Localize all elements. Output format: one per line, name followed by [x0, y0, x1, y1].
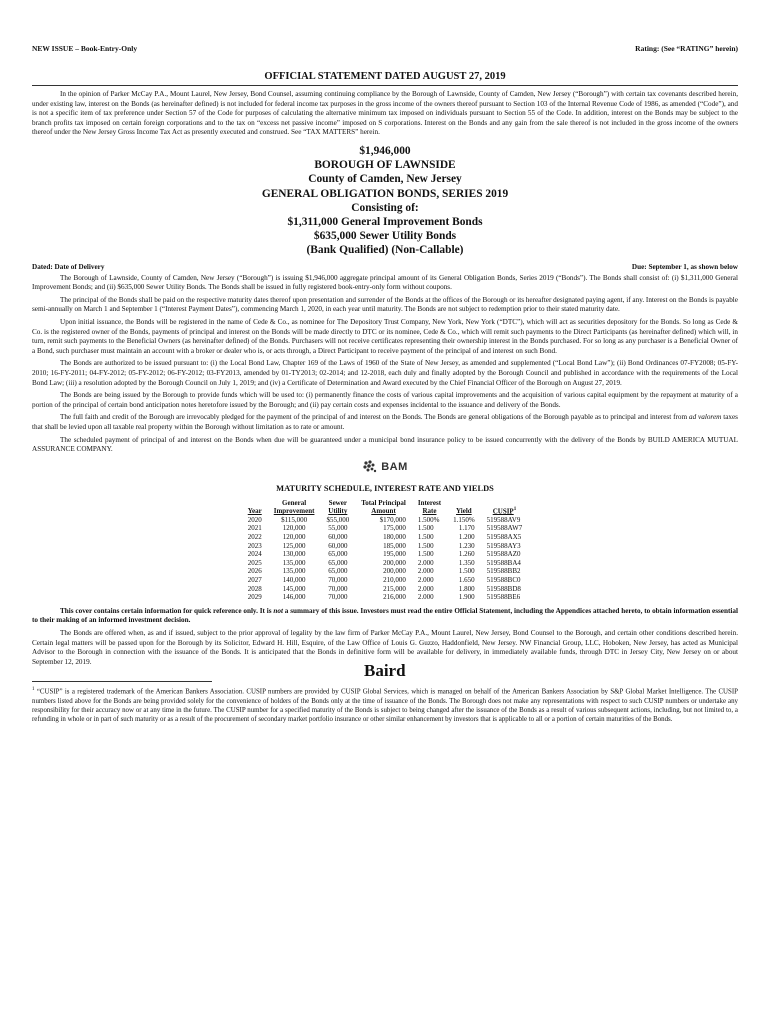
cell-sewer-utility: 65,000 [328, 558, 348, 567]
underwriter-name: Baird [364, 661, 406, 681]
paragraph-insurance: The scheduled payment of principal of and interest on the Bonds when due will be guaranteed under a municipal bond insurance policy to be issued concurrently with the delivery of the Bonds by BUILD AMERICA MUTUAL ASSURANCE COMPANY. [32, 435, 738, 454]
cell-cusip: 519588AX5 [486, 533, 522, 542]
paragraph-payment: The principal of the Bonds shall be paid on the respective maturity dates thereof upon presentation and surrender of the Bonds at the offices of the Borough or its hereafter designated paying agent, if any. Interest on the Bonds is payable semi-annually on March 1 and September 1 (“Interest Payment Dates”), commencing March 1, 2020, in each year until maturity. The Bonds are not subject to redemption prior to their stated maturity date. [32, 295, 738, 314]
cell-interest-rate: 2.000 [417, 567, 434, 576]
cell-sewer-utility: 65,000 [328, 550, 348, 559]
cell-sewer-utility: 55,000 [328, 524, 348, 533]
tax-opinion: In the opinion of Parker McCay P.A., Mount Laurel, New Jersey, Bond Counsel, assuming continuing compliance by the Borough of Lawnside, County of Camden, New Jersey (“Borough”) with certain tax covenants described herein, under existing law, interest on the Bonds (as hereinafter defined) is not included for federal income tax purposes in the gross income of the owners thereof pursuant to Section 103 of the Internal Revenue Code of 1986, as amended (“Code”), and is not a specific item of tax preference under Section 57 of the Code for purposes of calculating the alternative minimum tax imposed on individuals pursuant to Section 55 of the Code. In addition, interest on the Bonds may be subject to the branch profits tax imposed on certain foreign corporations and to the tax on “excess net passive income” imposed on S corporations. Interest on the Bonds and any gain from the sale thereof is not included in the gross income of the owners thereof under the New Jersey Gross Income Tax Act as presently executed and construed. See “TAX MATTERS” herein. [32, 90, 738, 137]
security-text-2: taxes that shall be levied upon all taxable real property within the Borough without limitation as to rate or amount. [32, 413, 738, 431]
cell-general-improvement: 135,000 [282, 558, 306, 567]
paragraph-authorization: The Bonds are authorized to be issued pursuant to: (i) the Local Bond Law, Chapter 169 of the Laws of 1960 of the State of New Jersey, as amended and supplemented (“Local Bond Law”); (ii) Bond Ordinances 07-FY2008; 05-FY-2010; 16-FY-2011; 04-FY-2012; 05-FY-2012; 06-FY-2012; 03-FY2013, amended by 01-TY2013; 02-2014; and 12-2018, each duly and finally adopted by the Borough Council and published in accordance with the requirements of the Local Bond Law; (iii) a resolution adopted by the Borough Council on July 1, 2019; and (iv) a Certificate of Determination and Award executed by the Chief Financial Officer of the Borough on August 27, 2019. [32, 359, 738, 387]
cell-year: 2021 [247, 524, 262, 533]
cell-yield: 1.150% [453, 515, 475, 524]
cell-total-principal: 200,000 [383, 558, 406, 567]
cell-cusip: 519588AY3 [486, 541, 521, 550]
cell-total-principal: 195,000 [383, 550, 406, 559]
cover-notice-text-1: This cover contains certain information for quick reference only. It is [60, 606, 274, 615]
header-bar [32, 44, 738, 53]
paragraph-purpose: The Bonds are being issued by the Borough to provide funds which will be used to: (i) permanently finance the costs of various capital improvements and the acquisition of various capital equipment by the repayment at maturity of a portion of the principal of certain bond anticipation notes heretofore issued by the Borough; and (ii) pay certain costs and expenses incidental to the issuance and delivery of the Bonds. [32, 391, 738, 409]
cell-year: 2026 [247, 567, 262, 576]
cell-total-principal: $170,000 [379, 515, 406, 524]
cell-yield: 1.900 [458, 593, 475, 602]
cell-cusip: 519588AV9 [486, 515, 521, 524]
paragraph-offering: The Bonds are offered when, as and if issued, subject to the prior approval of legality by the law firm of Parker McCay P.A., Mount Laurel, New Jersey, Bond Counsel to the Borough, and certain other conditions described herein. Certain legal matters will be passed upon for the Borough by its Solicitor, Edward H. Hill, Esquire, of the Law Office of Louis G. Guzzo, Haddonfield, New Jersey. NW Financial Group, LLC, Hoboken, New Jersey, has acted as Municipal Advisor to the Borough in connection with the issuance of the Bonds. It is anticipated that the Bonds in definitive form will be available for delivery, in immediately available funds, through DTC in Jersey City, New Jersey on or about September 12, 2019. [32, 629, 738, 666]
cell-interest-rate: 1.500 [417, 533, 434, 542]
cell-year: 2023 [247, 541, 262, 550]
schedule-title: MATURITY SCHEDULE, INTEREST RATE AND YIELDS [276, 483, 494, 493]
cell-yield: 1.800 [458, 584, 475, 593]
cell-year: 2024 [247, 550, 262, 559]
paragraph-book-entry: Upon initial issuance, the Bonds will be registered in the name of Cede & Co., as nominee for The Depository Trust Company, New York, New York (“DTC”), which will act as securities depository for the Bonds. So long as Cede & Co. is the registered owner of the Bonds, payments of principal and interest on the Bonds will be made directly to DTC or its nominee, Cede & Co., which will remit such payments to the Direct Participants (as hereinafter defined) which will, in turn, remit such payments to the Beneficial Owners (as hereinafter defined) of the Bonds. Purchasers will not receive certificates representing their ownership interest in the Bonds purchased. For so long as any purchaser is a Beneficial Owner of a Bond, such purchaser must maintain an account with a broker or dealer who is, or acts through, a Direct Participant to receive payment of the principal of and interest on such Bond. [32, 317, 738, 355]
cell-total-principal: 180,000 [383, 533, 406, 542]
cell-cusip: 519588BC0 [486, 576, 521, 585]
title-county: County of Camden, New Jersey [308, 173, 462, 186]
cell-interest-rate: 2.000 [417, 558, 434, 567]
security-italic: ad valorem [688, 413, 722, 422]
table-row [242, 533, 529, 542]
paragraph-issuance: The Borough of Lawnside, County of Camden, New Jersey (“Borough”) is issuing $1,946,000 aggregate principal amount of its General Obligation Bonds, Series 2019 (“Bonds”). The Bonds shall consist of: (i) $1,311,000 General Improvement Bonds; and (ii) $635,000 Sewer Utility Bonds. The Bonds shall be issued in fully registered book-entry-only form without coupons. [32, 273, 738, 292]
cell-year: 2027 [247, 576, 262, 585]
cell-interest-rate: 2.000 [417, 576, 434, 585]
col-general-improvement: General Improvement [273, 498, 315, 516]
table-row [242, 559, 529, 568]
title-issuer: BOROUGH OF LAWNSIDE [314, 159, 456, 172]
cell-general-improvement: 130,000 [282, 550, 306, 559]
table-row [242, 516, 529, 525]
table-row [242, 576, 529, 585]
cell-yield: 1.650 [458, 576, 475, 585]
cell-cusip: 519588AW7 [486, 524, 523, 533]
cell-general-improvement: 120,000 [282, 533, 306, 542]
cell-total-principal: 215,000 [383, 584, 406, 593]
cell-cusip: 519588BD8 [486, 584, 521, 593]
security-text-1: The full faith and credit of the Borough are irrevocably pledged for the payment of the principal of and interest on the Bonds. The Bonds are general obligations of the Borough payable as to principal and interest from [60, 413, 689, 422]
cell-sewer-utility: 70,000 [328, 584, 348, 593]
cell-general-improvement: 125,000 [282, 541, 306, 550]
table-row [242, 567, 529, 576]
cell-interest-rate: 2.000 [417, 593, 434, 602]
cell-yield: 1.260 [458, 550, 475, 559]
title-rule [32, 85, 738, 86]
cell-year: 2020 [247, 515, 262, 524]
bam-logo-icon [362, 459, 378, 475]
cusip-footnote [32, 685, 738, 724]
official-statement-title: OFFICIAL STATEMENT DATED AUGUST 27, 2019 [264, 71, 506, 82]
cell-year: 2022 [247, 533, 262, 542]
cell-sewer-utility: 70,000 [328, 593, 348, 602]
title-consisting: Consisting of: [351, 201, 419, 214]
paragraph-security [32, 413, 738, 432]
table-row [242, 542, 529, 551]
cover-notice-text-2: a summary of this issue. Investors must read the entire Official Statement, including the Appendices attached hereto, to obtain information essential to their making of an informed investment decision. [32, 606, 738, 625]
bam-logo [32, 458, 738, 476]
table-row [242, 593, 529, 602]
cell-interest-rate: 1.500 [417, 541, 434, 550]
cell-sewer-utility: 65,000 [328, 567, 348, 576]
cell-year: 2028 [247, 584, 262, 593]
footnote-marker: 1 [32, 687, 35, 693]
cell-cusip: 519588BE6 [486, 593, 521, 602]
new-issue-label: NEW ISSUE – Book-Entry-Only [32, 44, 138, 53]
title-amount: $1,946,000 [359, 144, 411, 157]
cover-notice [32, 607, 738, 626]
cell-cusip: 519588BB2 [486, 567, 521, 576]
table-row [242, 524, 529, 533]
cell-yield: 1.170 [458, 524, 475, 533]
cell-cusip: 519588AZ0 [486, 550, 521, 559]
schedule-header-row [242, 499, 529, 516]
cell-total-principal: 210,000 [383, 576, 406, 585]
footnote-rule [32, 681, 212, 682]
cell-general-improvement: 135,000 [282, 567, 306, 576]
cell-interest-rate: 1.500% [417, 515, 440, 524]
cell-interest-rate: 1.500 [417, 524, 434, 533]
cell-interest-rate: 1.500 [417, 550, 434, 559]
bam-logo-text: BAM [381, 460, 408, 473]
title-series: GENERAL OBLIGATION BONDS, SERIES 2019 [261, 187, 509, 200]
cell-sewer-utility: 60,000 [328, 541, 348, 550]
col-total-principal: Total Principal Amount [361, 498, 406, 516]
cell-general-improvement: 145,000 [282, 584, 306, 593]
cell-yield: 1.230 [458, 541, 475, 550]
col-year: Year [247, 507, 262, 516]
cell-general-improvement: 146,000 [282, 593, 306, 602]
title-qualification: (Bank Qualified) (Non-Callable) [306, 244, 464, 257]
dated-due-row [32, 263, 738, 271]
title-sewer-bonds: $635,000 Sewer Utility Bonds [313, 230, 457, 243]
col-sewer-utility: Sewer Utility [328, 498, 348, 516]
cell-sewer-utility: 60,000 [328, 533, 348, 542]
cell-interest-rate: 2.000 [417, 584, 434, 593]
col-yield: Yield [456, 507, 472, 516]
cell-total-principal: 185,000 [383, 541, 406, 550]
title-gi-bonds: $1,311,000 General Improvement Bonds [287, 215, 483, 228]
table-row [242, 550, 529, 559]
cell-cusip: 519588BA4 [486, 558, 521, 567]
cell-general-improvement: 140,000 [282, 576, 306, 585]
cell-yield: 1.500 [458, 567, 475, 576]
col-interest-rate: Interest Rate [417, 498, 442, 516]
bond-title-block [32, 144, 738, 258]
cell-general-improvement: $115,000 [281, 515, 308, 524]
col-cusip: CUSIP$^1$ [492, 506, 517, 516]
cell-general-improvement: 120,000 [282, 524, 306, 533]
rating-label: Rating: (See “RATING” herein) [635, 44, 738, 53]
cell-total-principal: 175,000 [383, 524, 406, 533]
cell-year: 2025 [247, 558, 262, 567]
due-label: Due: September 1, as shown below [631, 262, 738, 271]
cell-total-principal: 216,000 [383, 593, 406, 602]
cell-yield: 1.350 [458, 558, 475, 567]
cover-notice-italic: not [273, 606, 283, 615]
document-page [32, 40, 738, 724]
cell-total-principal: 200,000 [383, 567, 406, 576]
table-row [242, 585, 529, 594]
footnote-text: “CUSIP” is a registered trademark of the American Bankers Association. CUSIP numbers are provided by CUSIP Global Services, which is managed on behalf of the American Bankers Association by S&P Global Market Intelligence. The CUSIP numbers listed above for the Bonds are being provided solely for the convenience of holders of the Bonds only at the time of issuance of the Bonds. The Borough does not make any representations with respect to such CUSIP numbers or undertake any responsibility for their accuracy now or at any time in the future. The CUSIP number for a specified maturity of the Bonds is subject to being changed after the issuance of the Bonds as a result of various subsequent actions, including, but not limited to, a refunding in whole or in part of such maturity or as a result of the procurement of secondary market portfolio insurance or other similar enhancement by investors that is applicable to all or a portion of certain maturities of the Bonds. [32, 688, 738, 724]
cell-yield: 1.200 [458, 533, 475, 542]
maturity-schedule-table [242, 499, 529, 602]
cell-sewer-utility: 70,000 [328, 576, 348, 585]
dated-label: Dated: Date of Delivery [32, 262, 105, 271]
cell-sewer-utility: $55,000 [326, 515, 350, 524]
cell-year: 2029 [247, 593, 262, 602]
